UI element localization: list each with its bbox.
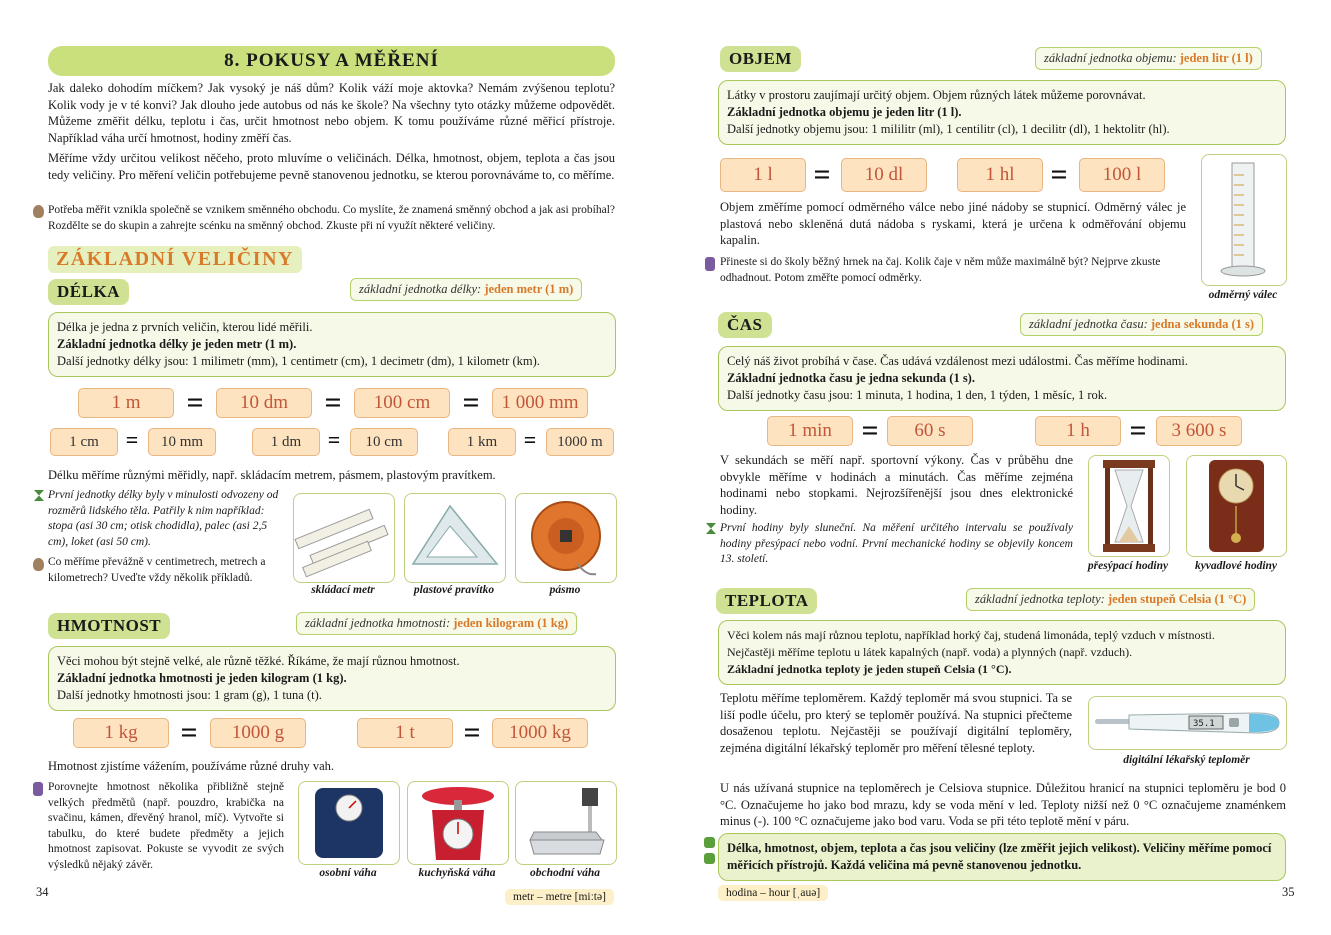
mass-eq-1000g: 1000 g — [210, 718, 306, 748]
time-box-line-2: Základní jednotka času je jedna sekunda (1 s). — [727, 371, 975, 385]
mass-eq-1t: 1 t — [357, 718, 453, 748]
time-eq-1h: 1 h — [1035, 416, 1121, 446]
equals-sign: = — [861, 414, 879, 447]
bathroom-scale-caption: osobní váha — [319, 867, 377, 879]
mass-eq-1000kg: 1000 kg — [492, 718, 588, 748]
mass-measure-text: Hmotnost zjistíme vážením, používáme různé druhy vah. — [48, 759, 335, 773]
digital-thermometer-image — [1088, 696, 1287, 750]
shop-scale-caption: obchodní váha — [530, 867, 600, 879]
volume-heading: OBJEM — [720, 46, 801, 72]
volume-box-line-3: Další jednotky objemu jsou: 1 mililitr (ml), 1 centilitr (cl), 1 decilitr (dl), 1 hektolitr (hl). — [727, 122, 1170, 136]
mass-unit-prefix: základní jednotka hmotnosti: — [305, 616, 451, 630]
hourglass-image — [1088, 455, 1170, 557]
owl-icon — [33, 205, 44, 218]
time-unit-prefix: základní jednotka času: — [1029, 317, 1148, 331]
intro-paragraph-2: Měříme vždy určitou velikost něčeho, proto mluvíme o veličinách. Délka, hmotnost, objem, teplota a čas jsou tedy veličiny. Pro měření veličin potřebujeme pevně stanovenou jednotku, se kterou porovnáváme to, co měříme. — [48, 151, 615, 182]
volume-unit-prefix: základní jednotka objemu: — [1044, 51, 1177, 65]
time-box-line-1: Celý náš život probíhá v čase. Čas udává vzdálenost mezi událostmi. Čas měříme hodinami. — [727, 354, 1188, 368]
folding-ruler-caption: skládací metr — [311, 584, 375, 596]
length-eq-1km: 1 km — [448, 428, 516, 456]
volume-definition-box — [718, 80, 1286, 145]
equals-sign: = — [186, 386, 204, 419]
kitchen-scale-image — [407, 781, 509, 865]
volume-eq-1l: 1 l — [720, 158, 806, 192]
temperature-definition-box — [718, 620, 1286, 685]
folding-ruler-image — [293, 493, 395, 583]
volume-eq-1hl: 1 hl — [957, 158, 1043, 192]
volume-cylinder-text: Objem změříme pomocí odměrného válce nebo jiné nádoby se stupnicí. Odměrný válec je plastová nebo skleněná dutá nádoba s ryskami, která je určena k odměřování objemu kapalin. — [720, 200, 1186, 247]
measuring-cylinder-caption: odměrný válec — [1208, 289, 1278, 301]
vocabulary-footer-left: metr – metre [miːtə] — [505, 889, 614, 905]
length-history-note: První jednotky délky byly v minulosti odvozeny od rozměrů lidského těla. Patřily k nim například: stopa (asi 30 cm; otisk chodidla), palec (asi 2,5 cm), loket (asi 50 cm). — [48, 489, 279, 548]
length-unit-value: jeden metr (1 m) — [484, 282, 574, 296]
hourglass-caption: přesýpací hodiny — [1087, 560, 1169, 572]
equals-sign: = — [125, 427, 139, 452]
time-unit-value: jedna sekunda (1 s) — [1150, 317, 1255, 331]
volume-box-line-1: Látky v prostoru zaujímají určitý objem. Objem různých látek můžeme porovnávat. — [727, 88, 1146, 102]
equals-sign: = — [523, 427, 537, 452]
volume-experiment-note: Přineste si do školy běžný hrnek na čaj. Kolik čaje v něm může maximálně být? Nejprve zkuste odhadnout. Potom změřte pomocí odměrky. — [720, 256, 1161, 284]
length-eq-10dm: 10 dm — [216, 388, 312, 418]
mass-definition-box — [48, 646, 616, 711]
owl-icon — [33, 558, 44, 571]
equals-sign: = — [180, 716, 198, 749]
volume-box-line-2: Základní jednotka objemu je jeden litr (1 l). — [727, 105, 962, 119]
mass-box-line-3: Další jednotky hmotnosti jsou: 1 gram (g), 1 tuna (t). — [57, 688, 322, 702]
equals-sign: = — [1129, 414, 1147, 447]
equals-sign: = — [1050, 158, 1068, 191]
kitchen-scale-caption: kuchyňská váha — [418, 867, 496, 879]
temperature-box-line-2: Nejčastěji měříme teplotu u látek kapalných (např. voda) a plynných (např. vzduch). — [727, 645, 1133, 659]
mass-unit-value: jeden kilogram (1 kg) — [453, 616, 569, 630]
length-eq-10cm: 10 cm — [350, 428, 418, 456]
temperature-unit-value: jeden stupeň Celsia (1 °C) — [1107, 592, 1247, 606]
temperature-unit-tag — [966, 588, 1255, 611]
experiment-icon — [705, 257, 715, 271]
time-box-line-3: Další jednotky času jsou: 1 minuta, 1 hodina, 1 den, 1 týden, 1 měsíc, 1 rok. — [727, 388, 1108, 402]
pendulum-clock-image — [1186, 455, 1287, 557]
length-eq-1000m: 1000 m — [546, 428, 614, 456]
plastic-ruler-image — [404, 493, 506, 583]
temperature-box-line-1: Věci kolem nás mají různou teplotu, například horký čaj, studená limonáda, teplý vzduch v místnosti. — [727, 628, 1215, 642]
time-history-note: První hodiny byly sluneční. Na měření určitého intervalu se používaly hodiny přesýpací nebo vodní. První mechanické hodiny se objevily koncem 13. století. — [720, 522, 1073, 565]
temperature-text-1: Teplotu měříme teploměrem. Každý teploměr má svou stupnici. Ta se liší podle účelu, pro který se teploměr používá. Na stupnici přečteme dosaženou teplotu. Nejčastěji se používají digitální teploměry, zejména digitální lékařský teploměr pro měření tělesné teploty. — [720, 691, 1072, 755]
basic-quantities-heading: ZÁKLADNÍ VELIČINY — [48, 246, 302, 273]
equals-sign: = — [813, 158, 831, 191]
plastic-ruler-caption: plastové pravítko — [413, 584, 495, 596]
chapter-title: 8. POKUSY A MĚŘENÍ — [48, 46, 615, 76]
length-question-note: Co měříme převážně v centimetrech, metrech a kilometrech? Uveďte vždy několik příkladů. — [48, 556, 266, 584]
pendulum-clock-caption: kyvadlové hodiny — [1194, 560, 1278, 572]
digital-thermometer-caption: digitální lékařský teploměr — [1123, 754, 1250, 766]
equals-sign: = — [324, 386, 342, 419]
length-eq-10mm: 10 mm — [148, 428, 216, 456]
length-eq-100cm: 100 cm — [354, 388, 450, 418]
volume-unit-tag — [1035, 47, 1262, 70]
time-text: V sekundách se měří např. sportovní výkony. Čas v průběhu dne obvykle měříme v hodinách a minutách. Čas měříme zejména hodinami nebo stopkami. Nejrozšířenější jsou dnes elektronické hodiny. — [720, 453, 1073, 517]
equals-sign: = — [327, 427, 341, 452]
page-number-left: 34 — [36, 885, 49, 899]
time-unit-tag — [1020, 313, 1263, 336]
length-eq-1000mm: 1 000 mm — [492, 388, 588, 418]
length-box-line-1: Délka je jedna z prvních veličin, kterou lidé měřili. — [57, 320, 313, 334]
equals-sign: = — [462, 386, 480, 419]
volume-eq-100l: 100 l — [1079, 158, 1165, 192]
mass-box-line-1: Věci mohou být stejně velké, ale různě těžké. Říkáme, že mají různou hmotnost. — [57, 654, 460, 668]
length-heading: DÉLKA — [48, 279, 129, 305]
mass-box-line-2: Základní jednotka hmotnosti je jeden kilogram (1 kg). — [57, 671, 347, 685]
intro-paragraph-1: Jak daleko dohodím míčkem? Jak vysoký je náš dům? Kolik váží moje aktovka? Nemám zvýšenou teplotu? Kolik vody je v té konvi? Jak dlouho jede autobus od nás ke škole? Na všechny tyto otázky můžeme odpovědět. Můžeme změřit délku, teplotu i čas, určit hmotnost nebo objem. K tomu používáme různé měřicí přístroje. Například váha určí hmotnost, hodiny změří čas. — [48, 81, 615, 145]
summary-icon — [704, 837, 715, 848]
time-eq-1min: 1 min — [767, 416, 853, 446]
length-unit-tag — [350, 278, 582, 301]
time-definition-box — [718, 346, 1286, 411]
length-measure-text: Délku měříme různými měřidly, např. skládacím metrem, pásmem, plastovým pravítkem. — [48, 468, 496, 482]
temperature-text-2: U nás užívaná stupnice na teploměrech je Celsiova stupnice. Důležitou hranicí na stupnici teploměru je bod 0 °C. Označujeme ho jako bod mrazu, kdy se voda mění v led. Teploty nižší než 0 °C označujeme znaménkem minus (-). 100 °C označujeme jako bod varu. Voda se při této teplotě mění v páru. — [720, 781, 1286, 828]
hourglass-note-icon — [706, 523, 716, 534]
mass-eq-1kg: 1 kg — [73, 718, 169, 748]
shop-scale-image — [515, 781, 617, 865]
volume-eq-10dl: 10 dl — [841, 158, 927, 192]
tape-measure-caption: pásmo — [549, 584, 581, 596]
hourglass-note-icon — [34, 490, 44, 501]
length-box-line-3: Další jednotky délky jsou: 1 milimetr (mm), 1 centimetr (cm), 1 decimetr (dm), 1 kilometr (km). — [57, 354, 540, 368]
tape-measure-image — [515, 493, 617, 583]
length-unit-prefix: základní jednotka délky: — [359, 282, 482, 296]
temperature-box-line-3: Základní jednotka teploty je jeden stupeň Celsia (1 °C). — [727, 662, 1012, 676]
temperature-unit-prefix: základní jednotka teploty: — [975, 592, 1105, 606]
temperature-heading: TEPLOTA — [716, 588, 817, 614]
length-definition-box — [48, 312, 616, 377]
length-eq-1m: 1 m — [78, 388, 174, 418]
time-eq-3600s: 3 600 s — [1156, 416, 1242, 446]
page-number-right: 35 — [1282, 885, 1295, 899]
mass-heading: HMOTNOST — [48, 613, 170, 639]
bathroom-scale-image — [298, 781, 400, 865]
volume-unit-value: jeden litr (1 l) — [1179, 51, 1253, 65]
length-eq-1cm: 1 cm — [50, 428, 118, 456]
summary-box: Délka, hmotnost, objem, teplota a čas jsou veličiny (lze změřit jejich velikost). Veličiny měříme pomocí měřicích přístrojů. Každá veličina má pevně stanovenou jednotku. — [718, 833, 1286, 881]
mass-experiment-note: Porovnejte hmotnost několika přibližně stejně velkých předmětů (např. pouzdro, krabička na svačinu, kámen, dřevěný hranol, míč). Vytvořte si tabulku, do které budete předměty a jejich hmotnost zapisovat. Pokuste se vyvodit ze svých výsledků nějaký závěr. — [48, 781, 284, 871]
length-box-line-2: Základní jednotka délky je jeden metr (1 m). — [57, 337, 297, 351]
experiment-icon — [33, 782, 43, 796]
summary-icon — [704, 853, 715, 864]
thermometer-display-text: 35.1 — [1193, 719, 1215, 729]
vocabulary-footer-right: hodina – hour [ˌauə] — [718, 885, 828, 901]
equals-sign: = — [463, 716, 481, 749]
time-eq-60s: 60 s — [887, 416, 973, 446]
length-eq-1dm: 1 dm — [252, 428, 320, 456]
time-heading: ČAS — [718, 312, 772, 338]
measuring-cylinder-image — [1201, 154, 1287, 286]
intro-paragraph-3: Potřeba měřit vznikla společně se vznikem směnného obchodu. Co myslíte, že znamená směnný obchod a jak asi probíhal? Rozdělte se do skupin a zahrejte scénku na směnný obchod. Zkuste při ní využít některé veličiny. — [48, 204, 615, 232]
mass-unit-tag — [296, 612, 577, 635]
